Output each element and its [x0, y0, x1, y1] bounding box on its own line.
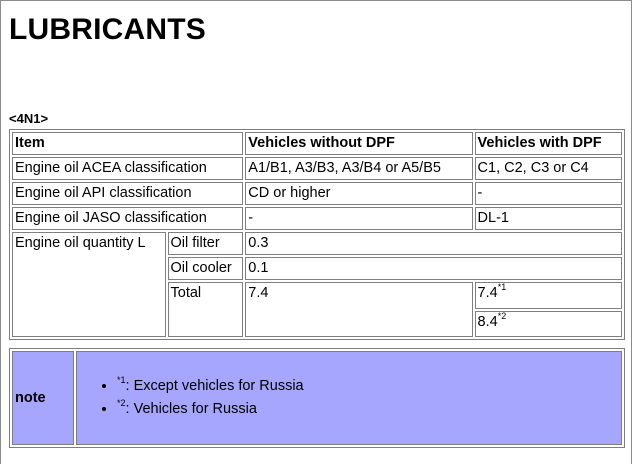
header-with-dpf: Vehicles with DPF — [475, 132, 622, 155]
row-acea-item: Engine oil ACEA classification — [12, 157, 243, 180]
total-label: Total — [168, 282, 244, 337]
footnote-ref: *1 — [117, 375, 126, 386]
oil-cooler-value: 0.1 — [245, 257, 622, 280]
row-api-item: Engine oil API classification — [12, 182, 243, 205]
lubricants-table — [9, 129, 625, 340]
table-row — [12, 182, 622, 205]
note-label: note — [12, 351, 74, 445]
row-jaso-item: Engine oil JASO classification — [12, 207, 243, 230]
note-text: : Except vehicles for Russia — [125, 378, 304, 394]
footnote-ref: *2 — [117, 398, 126, 409]
list-item — [117, 398, 621, 421]
footnote-ref: *2 — [497, 310, 507, 321]
total-with-2-value: 8.4 — [477, 313, 498, 330]
table-row — [12, 207, 622, 230]
row-jaso-without: - — [245, 207, 472, 230]
table-row — [12, 157, 622, 180]
total-with-1 — [475, 282, 622, 309]
table-row — [12, 232, 622, 255]
header-without-dpf: Vehicles without DPF — [245, 132, 472, 155]
page-frame-left — [0, 0, 1, 464]
row-acea-without: A1/B1, A3/B3, A3/B4 or A5/B5 — [245, 157, 472, 180]
page-title: LUBRICANTS — [9, 13, 206, 46]
header-item: Item — [12, 132, 243, 155]
row-api-with: - — [475, 182, 622, 205]
oil-filter-value: 0.3 — [245, 232, 622, 255]
total-with-1-value: 7.4 — [477, 285, 498, 301]
footnote-ref: *1 — [497, 282, 507, 293]
note-box — [9, 348, 625, 448]
total-without: 7.4 — [245, 282, 472, 337]
section-code: <4N1> — [9, 111, 49, 126]
oil-cooler-label: Oil cooler — [168, 257, 244, 280]
list-item — [117, 375, 621, 398]
note-content — [76, 351, 622, 445]
row-quantity-item: Engine oil quantity L — [12, 232, 166, 337]
row-jaso-with: DL-1 — [475, 207, 622, 230]
page-frame-top — [0, 0, 632, 1]
note-text: : Vehicles for Russia — [125, 401, 257, 417]
oil-filter-label: Oil filter — [168, 232, 244, 255]
row-api-without: CD or higher — [245, 182, 472, 205]
row-acea-with: C1, C2, C3 or C4 — [475, 157, 622, 180]
note-list — [77, 375, 621, 421]
table-header-row — [12, 132, 622, 155]
total-with-2 — [475, 311, 622, 338]
